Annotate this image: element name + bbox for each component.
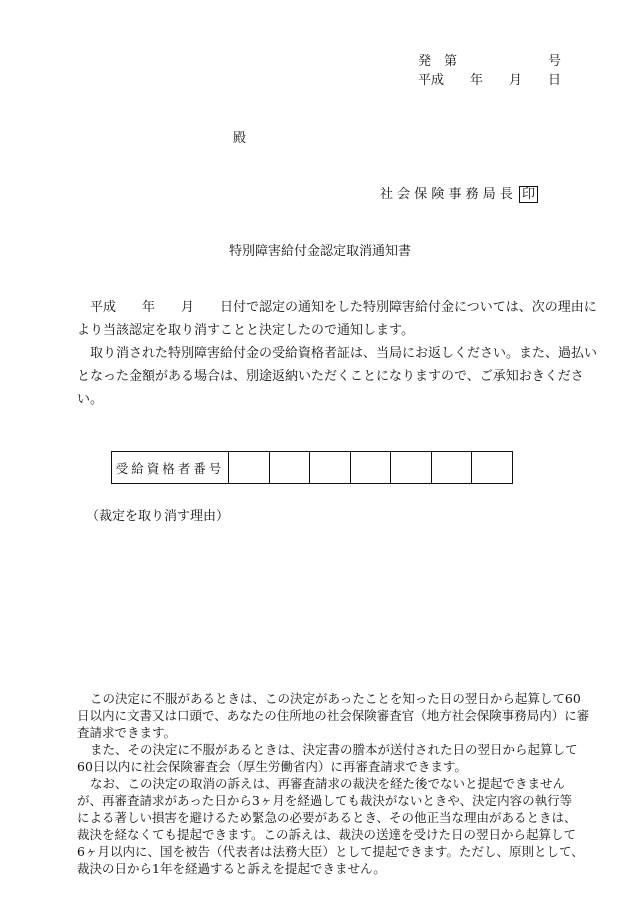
- notice-line: による著しい損害を避けるため緊急の必要があるとき、その他正当な理由があるときは、: [77, 810, 577, 825]
- digit-box[interactable]: [229, 452, 270, 484]
- digit-box[interactable]: [269, 452, 310, 484]
- body-line: い。: [77, 392, 104, 407]
- body-paragraph-1: [77, 296, 597, 411]
- issuer: [380, 183, 538, 203]
- issue-date-line: 平成 年 月 日: [418, 73, 562, 88]
- notice-line: 裁決の日から1年を経過すると訴えを提起できません。: [77, 861, 386, 876]
- body-line: より当該認定を取り消すことと決定したので通知します。: [77, 323, 414, 338]
- digit-box[interactable]: [350, 452, 391, 484]
- notice-line: 裁決を経なくても提起できます。この訴えは、裁決の送達を受けた日の翌日から起算して: [77, 827, 577, 842]
- issuer-name: 社 会 保 険 事 務 局 長: [380, 187, 513, 202]
- body-line: となった金額がある場合は、別途返納いただくことになりますので、ご承知おきくださ: [77, 369, 584, 384]
- notice-line: この決定に不服があるときは、この決定があったことを知った日の翌日から起算して60: [90, 691, 581, 706]
- digit-box[interactable]: [310, 452, 351, 484]
- seal-mark: 印: [519, 186, 538, 203]
- body-line: 取り消された特別障害給付金の受給資格者証は、当局にお返しください。また、過払い: [90, 346, 598, 361]
- document-title: 特別障害給付金認定取消通知書: [229, 244, 412, 259]
- notice-line: 6ヶ月以内に、国を被告（代表者は法務大臣）として提起できます。ただし、原則として、: [77, 844, 584, 859]
- reason-heading: （裁定を取り消す理由）: [86, 509, 230, 524]
- digit-box[interactable]: [472, 452, 513, 484]
- certificate-number-table: [111, 451, 513, 484]
- notice-line: なお、この決定の取消の訴えは、再審査請求の裁決を経た後でないと提起できません: [90, 776, 566, 791]
- body-line: 平成 年 月 日付で認定の通知をした特別障害給付金については、次の理由に: [90, 300, 597, 315]
- notice-line: 日以内に文書又は口頭で、あなたの住所地の社会保険審査官（地方社会保険事務局内）に審: [77, 708, 590, 723]
- digit-box[interactable]: [391, 452, 432, 484]
- certificate-number-label: 受給資格者番号: [112, 452, 229, 484]
- issue-number-line: 発 第 号: [418, 54, 562, 69]
- appeal-notice: [77, 690, 589, 877]
- notice-line: が、再審査請求があった日から3ヶ月を経過しても裁決がないときや、決定内容の執行等: [77, 793, 573, 808]
- recipient-honorific: 殿: [233, 131, 247, 146]
- notice-line: 査請求できます。: [77, 725, 177, 740]
- digit-box[interactable]: [431, 452, 472, 484]
- notice-line: また、その決定に不服があるときは、決定書の謄本が送付された日の翌日から起算して: [90, 742, 578, 757]
- notice-line: 60日以内に社会保険審査会（厚生労働省内）に再審査請求できます。: [77, 759, 467, 774]
